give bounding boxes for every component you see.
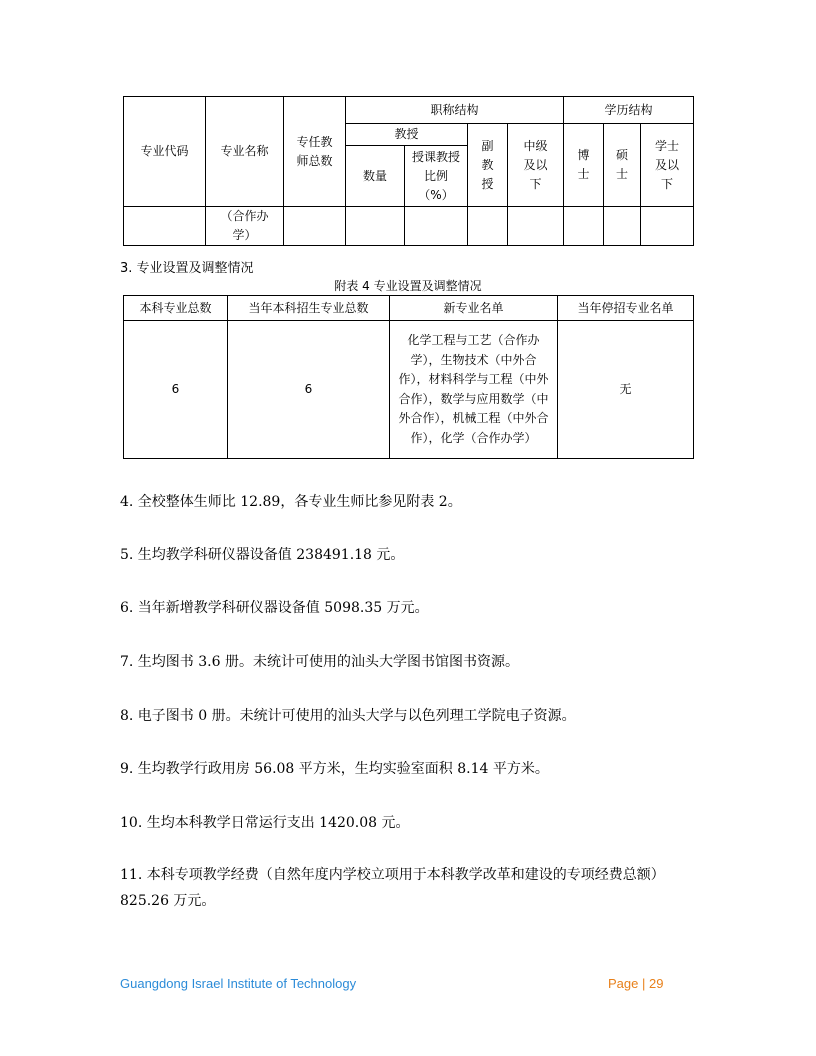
page-number: 29 (649, 976, 664, 991)
table-cell (508, 207, 564, 246)
header-stopped-majors: 当年停招专业名单 (558, 296, 694, 321)
paragraph-8: 8. 电子图书 0 册。未统计可使用的汕头大学与以色列理工学院电子资源。 (120, 708, 576, 724)
paragraph-4: 4. 全校整体生师比 12.89，各专业生师比参见附表 2。 (120, 494, 462, 510)
col-professor-header: 教授 (346, 124, 468, 146)
staff-structure-table (123, 96, 694, 246)
page-separator: | (642, 976, 646, 991)
col-phd-header: 博士 (564, 124, 604, 207)
col-edu-structure-header: 学历结构 (564, 97, 694, 124)
section-3-title: 3. 专业设置及调整情况 (120, 261, 254, 276)
cell-stopped-majors: 无 (558, 321, 694, 459)
col-mid-header: 中级及以下 (508, 124, 564, 207)
paragraph-9: 9. 生均教学行政用房 56.08 平方米，生均实验室面积 8.14 平方米。 (120, 761, 549, 777)
row-name-cell: （合作办学） (206, 207, 284, 246)
paragraph-6: 6. 当年新增教学科研仪器设备值 5098.35 万元。 (120, 600, 429, 616)
table-cell (564, 207, 604, 246)
cell-total-majors: 6 (124, 321, 228, 459)
col-teachers-header: 专任教师总数 (284, 97, 346, 207)
paragraph-7: 7. 生均图书 3.6 册。未统计可使用的汕头大学图书馆图书资源。 (120, 654, 519, 670)
col-name-header: 专业名称 (206, 97, 284, 207)
col-bachelor-header: 学士及以下 (641, 124, 694, 207)
table-cell (641, 207, 694, 246)
col-master-header: 硕士 (604, 124, 641, 207)
cell-enrolling-majors: 6 (228, 321, 390, 459)
page-label: Page (608, 976, 639, 991)
col-code-header: 专业代码 (124, 97, 206, 207)
table-cell (284, 207, 346, 246)
col-ratio-header: 授课教授比例（%） (405, 146, 468, 207)
table-caption: 附表 4 专业设置及调整情况 (334, 279, 482, 293)
paragraph-11: 11. 本科专项教学经费（自然年度内学校立项用于本科教学改革和建设的专项经费总额）825.26 万元。 (120, 867, 665, 909)
table-cell (346, 207, 405, 246)
cell-new-majors: 化学工程与工艺（合作办学），生物技术（中外合作），材料科学与工程（中外合作），数学与应用数学（中外合作），机械工程（中外合作），化学（合作办学） (390, 321, 558, 459)
table-cell (468, 207, 508, 246)
col-assoc-header: 副教授 (468, 124, 508, 207)
col-count-header: 数量 (346, 146, 405, 207)
table-cell (405, 207, 468, 246)
header-total-majors: 本科专业总数 (124, 296, 228, 321)
paragraph-5: 5. 生均教学科研仪器设备值 238491.18 元。 (120, 547, 405, 563)
header-new-majors: 新专业名单 (390, 296, 558, 321)
footer-institution: Guangdong Israel Institute of Technology (120, 976, 357, 991)
major-settings-table (123, 295, 694, 459)
col-title-structure-header: 职称结构 (346, 97, 564, 124)
table-cell (604, 207, 641, 246)
paragraph-10: 10. 生均本科教学日常运行支出 1420.08 元。 (120, 815, 410, 831)
header-enrolling-majors: 当年本科招生专业总数 (228, 296, 390, 321)
table-cell (124, 207, 206, 246)
footer-page (608, 976, 663, 991)
